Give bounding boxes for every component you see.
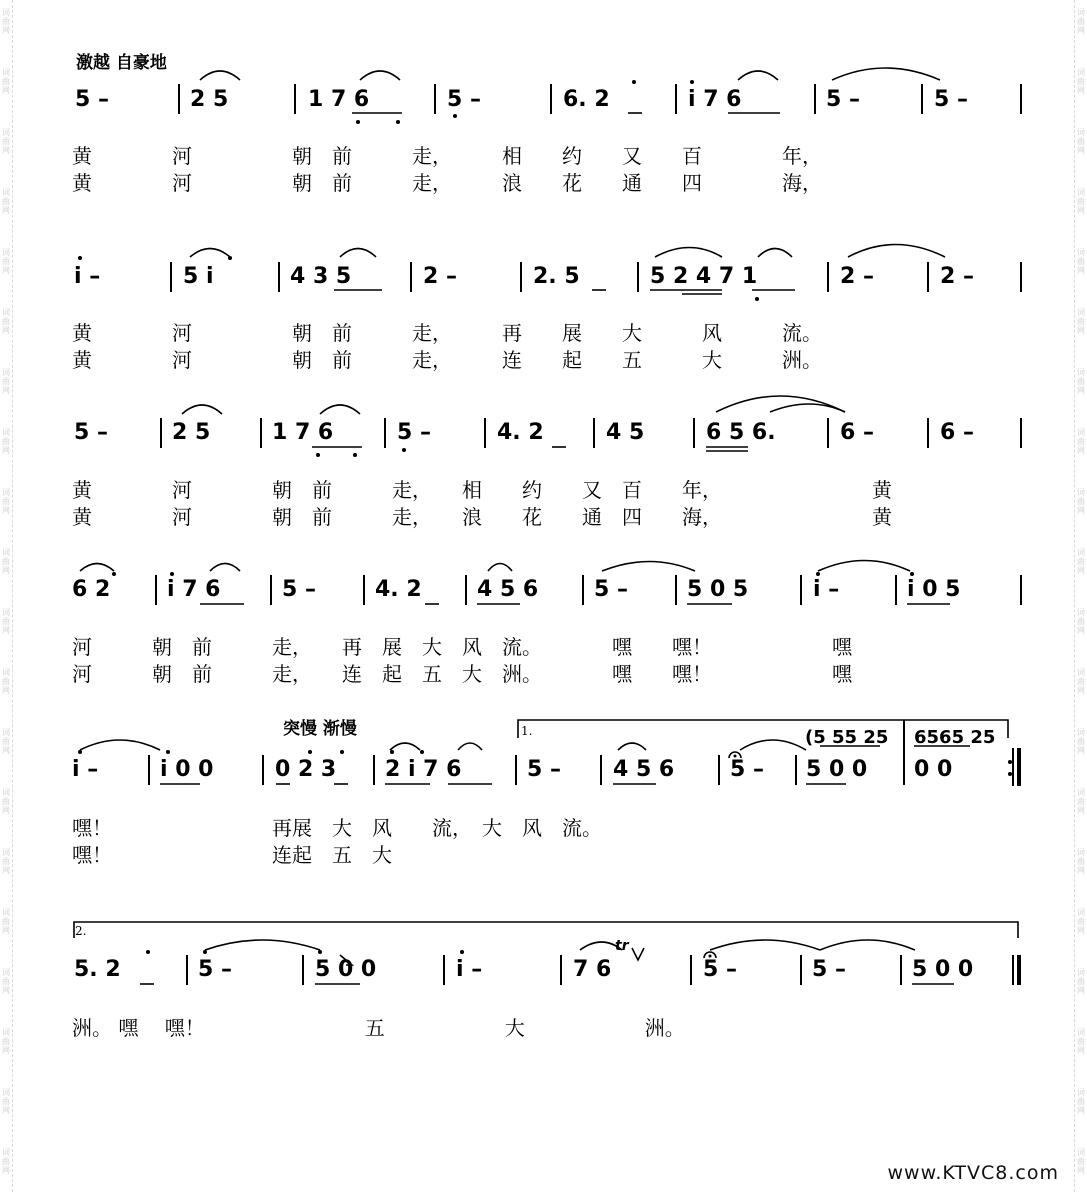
watermark-text: 词 曲 网 (1077, 908, 1085, 935)
measure-1: i – (72, 757, 99, 782)
measure-1: 5 – (75, 87, 109, 112)
site-url-footer: www.KTVC8.com (887, 1162, 1059, 1184)
volta-2-label: 2. (75, 924, 87, 938)
watermark-text: 词 曲 网 (2, 908, 10, 935)
measure-5: 4 5 6 (477, 577, 539, 602)
watermark-text: 词 曲 网 (2, 308, 10, 335)
watermark-text: 词 曲 网 (1077, 68, 1085, 95)
measure-4: 2 i 7 6 (385, 757, 462, 782)
watermark-text: 词 曲 网 (2, 1148, 10, 1175)
lyric-line: 嘿！ 再展 大 风 流， 大 风 流。 (72, 816, 602, 840)
watermark-text: 词 曲 网 (2, 668, 10, 695)
measure-1: 6 2 (72, 577, 111, 602)
watermark-text: 词 曲 网 (1077, 968, 1085, 995)
watermark-text: 词 曲 网 (1077, 1088, 1085, 1115)
watermark-text: 词 曲 网 (2, 848, 10, 875)
lyric-line: 河 朝 前 走， 连 起 五 大 洲。 嘿 嘿！ 嘿 (72, 662, 852, 686)
watermark-text: 词 曲 网 (2, 1028, 10, 1055)
measure-2: i 0 0 (160, 757, 214, 782)
measure-4: 2 – (423, 264, 457, 289)
measure-8: 5 – (934, 87, 968, 112)
upper-voice-2: 6565 25 (914, 727, 996, 748)
measure-9: 0 0 (914, 757, 953, 782)
measure-5: 5 – (527, 757, 561, 782)
measure-3: 0 2 3 (275, 757, 337, 782)
watermark-text: 词 曲 网 (2, 128, 10, 155)
measure-3: 1 7 6 (308, 87, 370, 112)
measure-1: i – (74, 264, 101, 289)
watermark-text: 词 曲 网 (2, 248, 10, 275)
measure-1: 5. 2 (74, 957, 121, 982)
measure-2: 2 5 (172, 420, 211, 445)
lyric-line: 黄 河 朝 前 走， 相 约 又 百 年， (72, 144, 822, 168)
measure-2: 5 – (198, 957, 232, 982)
measure-3: 1 7 6 (272, 420, 334, 445)
watermark-text: 词 曲 网 (2, 68, 10, 95)
watermark-text: 词 曲 网 (2, 1088, 10, 1115)
measure-1: 5 – (74, 420, 108, 445)
measure-9: i 0 5 (907, 577, 961, 602)
watermark-text: 词 曲 网 (1077, 428, 1085, 455)
watermark-text: 词 曲 网 (1077, 188, 1085, 215)
tempo-marking: 激越 自豪地 (76, 53, 167, 73)
measure-6: i 7 6 (688, 87, 742, 112)
lyric-line: 黄 河 朝 前 走， 再 展 大 风 流。 (72, 321, 822, 345)
measure-8: i – (813, 577, 840, 602)
measure-5: 2. 5 (533, 264, 580, 289)
trill-mark: tr (615, 938, 629, 954)
watermark-text: 词 曲 网 (1077, 1028, 1085, 1055)
upper-voice-1: (5 55 25 (805, 727, 889, 748)
measure-6: 4 5 (606, 420, 645, 445)
watermark-text: 词 曲 网 (1077, 848, 1085, 875)
watermark-text: 词 曲 网 (1077, 1148, 1085, 1175)
measure-8: 2 – (940, 264, 974, 289)
measure-3: 4 3 5 (290, 264, 352, 289)
watermark-text: 词 曲 网 (1077, 128, 1085, 155)
measure-7: 5 – (812, 957, 846, 982)
lyric-line: 黄 河 朝 前 走， 相 约 又 百 年， 黄 (72, 478, 892, 502)
watermark-text: 词 曲 网 (2, 728, 10, 755)
watermark-text: 词 曲 网 (1077, 488, 1085, 515)
watermark-text: 词 曲 网 (1077, 728, 1085, 755)
watermark-text: 词 曲 网 (1077, 248, 1085, 275)
lyric-line: 河 朝 前 走， 再 展 大 风 流。 嘿 嘿！ 嘿 (72, 635, 852, 659)
measure-8: 5 0 0 (806, 757, 868, 782)
measure-7: 5 – (730, 757, 764, 782)
lyric-line: 洲。 嘿 嘿！ 五 大 洲。 (72, 1016, 685, 1040)
watermark-text: 词 曲 网 (2, 368, 10, 395)
watermark-text: 词 曲 网 (2, 548, 10, 575)
watermark-text: 词 曲 网 (2, 428, 10, 455)
lyric-line: 嘿！ 连起 五 大 (72, 843, 392, 867)
lyric-line: 黄 河 朝 前 走， 连 起 五 大 洲。 (72, 348, 822, 372)
measure-8: 5 0 0 (912, 957, 974, 982)
tempo-change-marking: 突慢 渐慢 (283, 719, 357, 739)
watermark-text: 词 曲 网 (2, 488, 10, 515)
watermark-text: 词 曲 网 (1077, 548, 1085, 575)
measure-4: 5 – (397, 420, 431, 445)
measure-5: 7 6 (573, 957, 612, 982)
measure-4: i – (456, 957, 483, 982)
volta-1-label: 1. (521, 724, 533, 738)
watermark-text: 词 曲 网 (1077, 8, 1085, 35)
measure-9: 6 – (940, 420, 974, 445)
lyric-line: 黄 河 朝 前 走， 浪 花 通 四 海， 黄 (72, 505, 892, 529)
watermark-text: 词 曲 网 (1077, 308, 1085, 335)
watermark-text: 词 曲 网 (1077, 368, 1085, 395)
measure-3: 5 – (282, 577, 316, 602)
watermark-text: 词 曲 网 (2, 608, 10, 635)
measure-6: 5 – (594, 577, 628, 602)
measure-2: i 7 6 (167, 577, 221, 602)
measure-4: 4. 2 (375, 577, 422, 602)
lyric-line: 黄 河 朝 前 走， 浪 花 通 四 海， (72, 171, 822, 195)
measure-6: 5 – (703, 957, 737, 982)
measure-3: 5 0 0 (315, 957, 377, 982)
measure-4: 5 – (447, 87, 481, 112)
measure-7: 5 – (826, 87, 860, 112)
measure-6: 5 2 4 7 1 (650, 264, 758, 289)
measure-7: 2 – (840, 264, 874, 289)
watermark-text: 词 曲 网 (2, 788, 10, 815)
measure-5: 6. 2 (563, 87, 610, 112)
watermark-text: 词 曲 网 (2, 8, 10, 35)
measure-6: 4 5 6 (613, 757, 675, 782)
measure-7: 6 5 6. (706, 420, 776, 445)
measure-8: 6 – (840, 420, 874, 445)
measure-5: 4. 2 (497, 420, 544, 445)
measure-2: 5 i (183, 264, 214, 289)
measure-7: 5 0 5 (687, 577, 749, 602)
measure-2: 2 5 (190, 87, 229, 112)
watermark-text: 词 曲 网 (1077, 788, 1085, 815)
watermark-text: 词 曲 网 (2, 968, 10, 995)
watermark-text: 词 曲 网 (1077, 668, 1085, 695)
watermark-text: 词 曲 网 (1077, 608, 1085, 635)
watermark-text: 词 曲 网 (2, 188, 10, 215)
